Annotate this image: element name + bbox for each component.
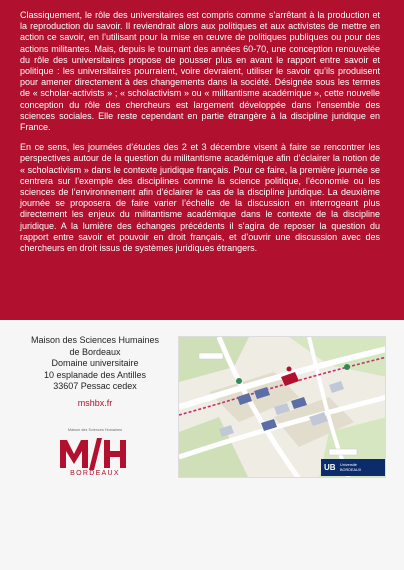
website-link[interactable]: mshbx.fr bbox=[77, 398, 113, 408]
description-text bbox=[20, 10, 380, 263]
paragraph-2: En ce sens, les journées d’études des 2 et 3 décembre visent à faire se rencontrer les perspectives autour de la question du militantisme académique afin d’éclairer la notion de « scholactivism » dans le contexte juridique français. Pour ce faire, la première journée se centrera sur l’exemple des disciplines comme la science politique, l’économie ou les sciences de l’environnement afin d’éclairer le cas de la discipline juridique. La deuxième journée se proposera de faire varier l’échelle de la discussion en interrogeant plus directement les enjeux du militantisme académique dans le contexte de la discipline juridique. A la lumière des échanges précédents il s’agira de reposer la question du rapport entre savoir et pouvoir en droit français, et d’ouvrir une discussion avec des chercheurs en droit issus de systèmes juridiques étrangers. bbox=[20, 142, 380, 254]
partner-text-line2: BORDEAUX bbox=[340, 467, 362, 472]
institution-name-line2: de Bordeaux bbox=[69, 346, 121, 357]
address-line-campus: Domaine universitaire bbox=[51, 358, 139, 368]
partner-text-line1: Université bbox=[340, 463, 357, 467]
partner-badge: UB bbox=[324, 463, 336, 472]
logo-subtitle: BORDEAUX bbox=[70, 470, 120, 477]
msh-logo bbox=[58, 436, 132, 470]
logo-caption: Maison des Sciences Humaines bbox=[68, 428, 122, 432]
address-line-street: 10 esplanade des Antilles bbox=[43, 369, 147, 380]
map-illustration bbox=[179, 337, 386, 478]
institution-name-line1: Maison des Sciences Humaines bbox=[30, 335, 160, 345]
partner-text bbox=[340, 463, 384, 472]
university-bordeaux-logo bbox=[321, 459, 385, 476]
paragraph-1: Classiquement, le rôle des universitaires est compris comme s’arrêtant à la production et la reproduction du savoir. Il reviendrait alors aux politiques et aux activistes de mettre en action ce savoir, en l’utilisant pour la mise en œuvre de politiques publiques ou pour des actions militantes. Mais, depuis le tournant des années 60-70, une conception renouvelée du rôle des universitaires propose de pousser plus en avant le rapport entre savoir et politique : les universitaires pourraient, voire devraient, utiliser le savoir qu’ils produisent pour amener directement à des changements dans la société. Désignée sous les termes de « scholar-activists » ; « scholactivism » ou « militantisme académique », cette nouvelle conception du rôle des chercheurs est largement développée dans l’ensemble des sciences sociales. Elle reste cependant en partie étrangère à la discipline juridique en France. bbox=[20, 10, 380, 133]
address-block bbox=[16, 335, 174, 393]
campus-map bbox=[178, 336, 386, 478]
address-line-city: 33607 Pessac cedex bbox=[53, 381, 137, 391]
